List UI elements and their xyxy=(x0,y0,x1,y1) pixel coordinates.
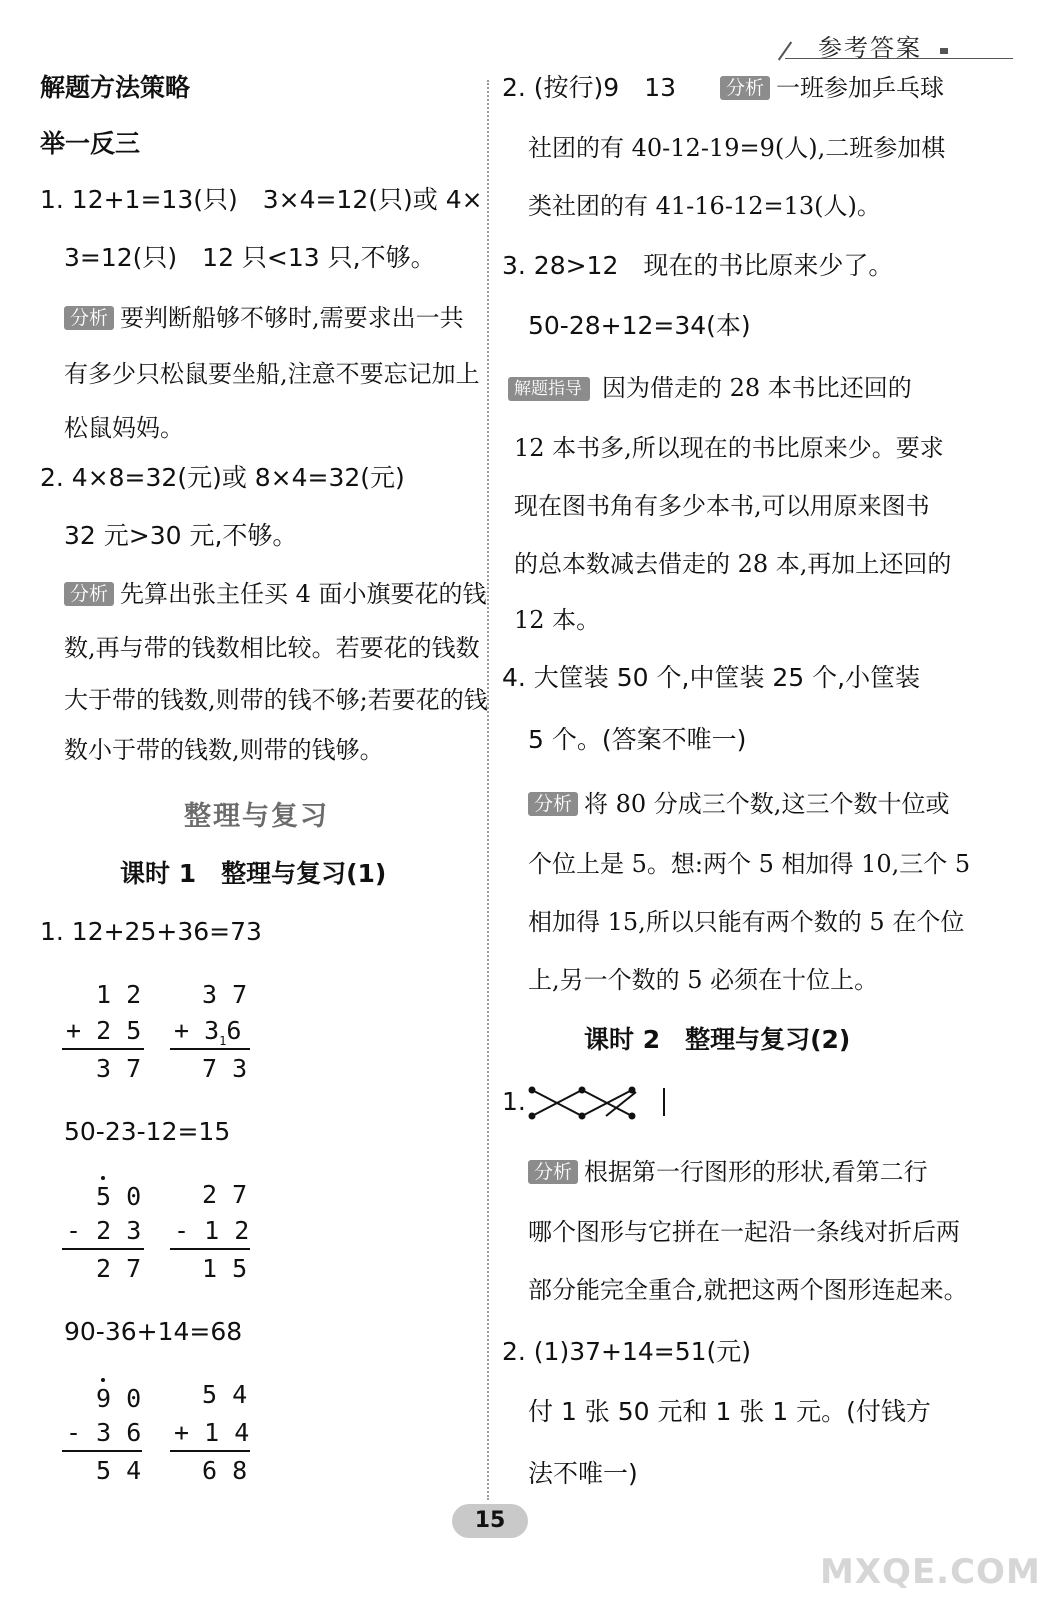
left-q1-analysis-1: 分析 要判断船够不够时,需要求出一共 xyxy=(64,304,464,332)
review-eq3: 90-36+14=68 xyxy=(64,1317,243,1346)
right-q3-guide-4: 的总本数减去借走的 28 本,再加上还回的 xyxy=(514,550,952,578)
lesson2-q1-number: 1. xyxy=(502,1087,526,1116)
right-q4-analysis-2: 个位上是 5。想:两个 5 相加得 10,三个 5 xyxy=(528,850,971,878)
calc-3a-result: 5 4 xyxy=(96,1456,142,1485)
left-q2-analysis-1: 分析 先算出张主任买 4 面小旗要花的钱 xyxy=(64,580,487,608)
right-q4-line2: 5 个。(答案不唯一) xyxy=(528,725,747,754)
header-mark xyxy=(940,48,948,54)
right-q3-line1: 3. 28>12 现在的书比原来少了。 xyxy=(502,251,894,280)
analysis-tag: 分析 xyxy=(528,1160,578,1184)
calc-1a-top: 1 2 xyxy=(96,980,142,1009)
column-divider xyxy=(487,80,489,1500)
right-q2-analysis-2: 类社团的有 41-16-12=13(人)。 xyxy=(528,192,881,220)
header-rule xyxy=(785,58,1013,59)
calc-3a-mid: - 3 6 xyxy=(66,1418,142,1447)
right-q3-guide-3: 现在图书角有多少本书,可以用原来图书 xyxy=(514,492,930,520)
page-number: 15 xyxy=(474,1508,506,1533)
lesson2-analysis-2: 哪个图形与它拼在一起沿一条线对折后两 xyxy=(528,1218,960,1246)
lesson2-analysis-1: 分析 根据第一行图形的形状,看第二行 xyxy=(528,1158,928,1186)
right-q2-line1: 2. (按行)9 13 分析 一班参加乒乓球 xyxy=(502,73,945,102)
calc-1b-result: 7 3 xyxy=(202,1054,248,1083)
calc-2b-rule xyxy=(170,1248,250,1250)
calc-3a-rule xyxy=(62,1450,142,1452)
right-q3-guide-2: 12 本书多,所以现在的书比原来少。要求 xyxy=(514,434,944,462)
calc-3b-result: 6 8 xyxy=(202,1456,248,1485)
left-q2-line2: 32 元>30 元,不够。 xyxy=(64,521,298,550)
right-q3-guide-5: 12 本。 xyxy=(514,606,601,634)
calc-2b-result: 1 5 xyxy=(202,1254,248,1283)
analysis-tag: 分析 xyxy=(64,306,114,330)
calc-2a-rule xyxy=(62,1248,144,1250)
left-q2-line1: 2. 4×8=32(元)或 8×4=32(元) xyxy=(40,463,405,492)
borrow-dot xyxy=(101,1176,105,1180)
analysis-tag: 分析 xyxy=(720,76,770,100)
right-q4-line1: 4. 大筐装 50 个,中筐装 25 个,小筐装 xyxy=(502,663,921,692)
lesson2-title: 课时 2 整理与复习(2) xyxy=(584,1025,851,1054)
calc-2a-mid: - 2 3 xyxy=(66,1216,142,1245)
lesson2-q2-line3: 法不唯一) xyxy=(528,1459,638,1488)
calc-1b-top: 3 7 xyxy=(202,980,248,1009)
lesson2-analysis-3: 部分能完全重合,就把这两个图形连起来。 xyxy=(528,1276,968,1304)
watermark: MXQE.COM xyxy=(820,1552,1041,1592)
calc-3b-top: 5 4 xyxy=(202,1380,248,1409)
calc-1a-result: 3 7 xyxy=(96,1054,142,1083)
calc-3b-mid: + 1 4 xyxy=(174,1418,250,1447)
left-q2-analysis-4: 数小于带的钱数,则带的钱够。 xyxy=(64,736,384,764)
left-q2-analysis-3: 大于带的钱数,则带的钱不够;若要花的钱 xyxy=(64,686,488,714)
calc-2b-top: 2 7 xyxy=(202,1180,248,1209)
lesson2-q2-line2: 付 1 张 50 元和 1 张 1 元。(付钱方 xyxy=(528,1397,931,1426)
left-q1-line2: 3=12(只) 12 只<13 只,不够。 xyxy=(64,243,436,272)
heading-examples: 举一反三 xyxy=(40,129,141,158)
calc-1b-mid: + $3_16$ xyxy=(174,1016,242,1048)
left-q1-analysis-2: 有多少只松鼠要坐船,注意不要忘记加上 xyxy=(64,360,480,388)
right-q4-analysis-1: 分析 将 80 分成三个数,这三个数十位或 xyxy=(528,790,949,818)
right-q3-guide-1: 解题指导 因为借走的 28 本书比还回的 xyxy=(508,374,912,402)
right-q4-analysis-3: 相加得 15,所以只能有两个数的 5 在个位 xyxy=(528,908,965,936)
calc-1b-rule xyxy=(170,1048,250,1050)
left-q1-line1: 1. 12+1=13(只) 3×4=12(只)或 4× xyxy=(40,185,483,214)
lesson1-title: 课时 1 整理与复习(1) xyxy=(120,859,387,888)
guide-tag: 解题指导 xyxy=(508,377,590,401)
lesson2-q2-line1: 2. (1)37+14=51(元) xyxy=(502,1337,752,1366)
right-q3-line2: 50-28+12=34(本) xyxy=(528,311,751,340)
right-q2-analysis-1: 社团的有 40-12-19=9(人),二班参加棋 xyxy=(528,134,946,162)
matching-lines-figure xyxy=(526,1082,676,1122)
calc-3a-top: 9 0 xyxy=(96,1384,142,1413)
calc-1a-rule xyxy=(62,1048,144,1050)
right-q4-analysis-4: 上,另一个数的 5 必须在十位上。 xyxy=(528,966,879,994)
analysis-tag: 分析 xyxy=(528,792,578,816)
calc-2b-mid: - 1 2 xyxy=(174,1216,250,1245)
section-review-title: 整理与复习 xyxy=(184,801,329,832)
left-q1-analysis-3: 松鼠妈妈。 xyxy=(64,414,184,442)
calc-2a-result: 2 7 xyxy=(96,1254,142,1283)
analysis-tag: 分析 xyxy=(64,582,114,606)
calc-2a-top: 5 0 xyxy=(96,1182,142,1211)
calc-3b-rule xyxy=(170,1450,250,1452)
header-title: 参考答案 xyxy=(818,34,922,62)
borrow-dot xyxy=(101,1378,105,1382)
left-q2-analysis-2: 数,再与带的钱数相比较。若要花的钱数 xyxy=(64,634,480,662)
heading-strategy: 解题方法策略 xyxy=(40,73,191,102)
review-eq2: 50-23-12=15 xyxy=(64,1117,231,1146)
review-eq1: 1. 12+25+36=73 xyxy=(40,917,262,946)
calc-1a-mid: + 2 5 xyxy=(66,1016,142,1045)
